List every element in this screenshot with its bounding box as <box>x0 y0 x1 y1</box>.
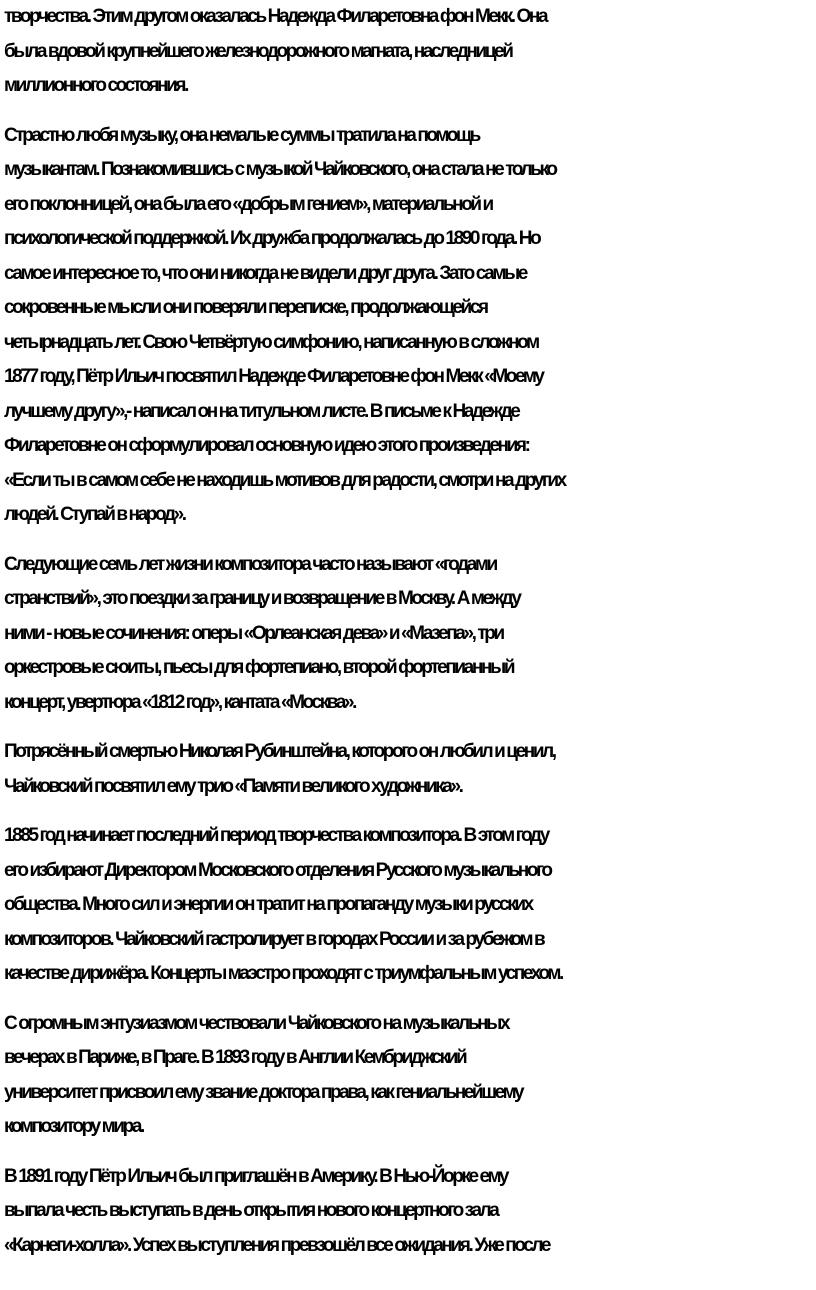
text-line: композиторов. Чайковский гастролирует в городах России и за рубежом в <box>4 928 544 950</box>
text-line: музыкантам. Познакомившись с музыкой Чайковского, она стала не только <box>4 159 556 180</box>
paragraph-gap <box>4 720 814 735</box>
text-line: его поклонницей, она была его «добрым гением», материальной и <box>4 193 492 215</box>
paragraph <box>4 1160 814 1264</box>
paragraph <box>4 548 814 721</box>
text-line: 1877 году, Пётр Ильич посвятил Надежде Филаретовне фон Мекк «Моему <box>4 366 543 387</box>
text-line: университет присвоил ему звание доктора права, как гениальнейшему <box>4 1081 523 1103</box>
paragraph-gap <box>4 1145 814 1160</box>
text-line: была вдовой крупнейшего железнодорожного магната, наследницей <box>4 40 512 62</box>
text-line: концерт, увертюра «1812 год», кантата «Москва». <box>4 691 356 713</box>
text-line: миллионного состояния. <box>4 75 187 96</box>
text-line: психологической поддержкой. Их дружба продолжалась до 1890 года. Но <box>4 228 540 249</box>
text-line: Филаретовне он сформулировал основную идею этого произведения: <box>4 435 529 456</box>
text-line: странствий», это поездки за границу и возвращение в Москву. А между <box>4 588 520 609</box>
text-line: четырнадцать лет. Свою Четвёртую симфонию, написанную в сложном <box>4 331 538 353</box>
text-line: В 1891 году Пётр Ильич был приглашён в Америку. В Нью-Йорке ему <box>4 1165 508 1187</box>
text-line: людей. Ступай в народ». <box>4 504 185 525</box>
text-line: его избирают Директором Московского отделения Русского музыкального <box>4 859 551 881</box>
paragraph-gap <box>4 804 814 819</box>
paragraph-gap <box>4 992 814 1007</box>
text-line: оркестровые сюиты, пьесы для фортепиано, второй фортепианный <box>4 657 514 678</box>
text-line: самое интересное то, что они никогда не видели друг друга. Зато самые <box>4 262 526 284</box>
paragraph-gap <box>4 104 814 119</box>
paragraph <box>4 1007 814 1145</box>
text-line: «Если ты в самом себе не находишь мотивов для радости, смотри на других <box>4 469 565 491</box>
text-line: Следующие семь лет жизни композитора часто называют «годами <box>4 553 496 575</box>
text-line: Страстно любя музыку, она немалые суммы тратила на помощь <box>4 124 479 146</box>
text-line: лучшему другу»,- написал он на титульном листе. В письме к Надежде <box>4 400 519 422</box>
paragraph-gap <box>4 533 814 548</box>
text-line: выпала честь выступать в день открытия нового концертного зала <box>4 1200 498 1221</box>
text-line: вечерах в Париже, в Праге. В 1893 году в Англии Кембриджский <box>4 1047 466 1068</box>
text-line: С огромным энтузиазмом чествовали Чайковского на музыкальных <box>4 1012 509 1034</box>
text-line: 1885 год начинает последний период творчества композитора. В этом году <box>4 825 548 846</box>
text-line: Чайковский посвятил ему трио «Памяти великого художника». <box>4 775 462 797</box>
paragraph <box>4 0 814 104</box>
paragraph <box>4 819 814 992</box>
paragraph <box>4 735 814 804</box>
text-line: общества. Много сил и энергии он тратит на пропаганду музыки русских <box>4 894 532 915</box>
text-line: композитору мира. <box>4 1116 143 1137</box>
text-line: качестве дирижёра. Концерты маэстро проходят с триумфальным успехом. <box>4 963 562 984</box>
text-line: «Карнеги-холла». Успех выступления превзошёл все ожидания. Уже после <box>4 1234 550 1256</box>
text-line: творчества. Этим другом оказалась Надежда Филаретовна фон Мекк. Она <box>4 6 547 27</box>
paragraph <box>4 119 814 533</box>
text-line: ними - новые сочинения: оперы «Орлеанская дева» и «Мазепа», три <box>4 622 503 644</box>
text-line: Потрясённый смертью Николая Рубинштейна, которого он любил и ценил, <box>4 741 555 762</box>
text-line: сокровенные мысли они поверяли переписке, продолжающейся <box>4 297 487 318</box>
